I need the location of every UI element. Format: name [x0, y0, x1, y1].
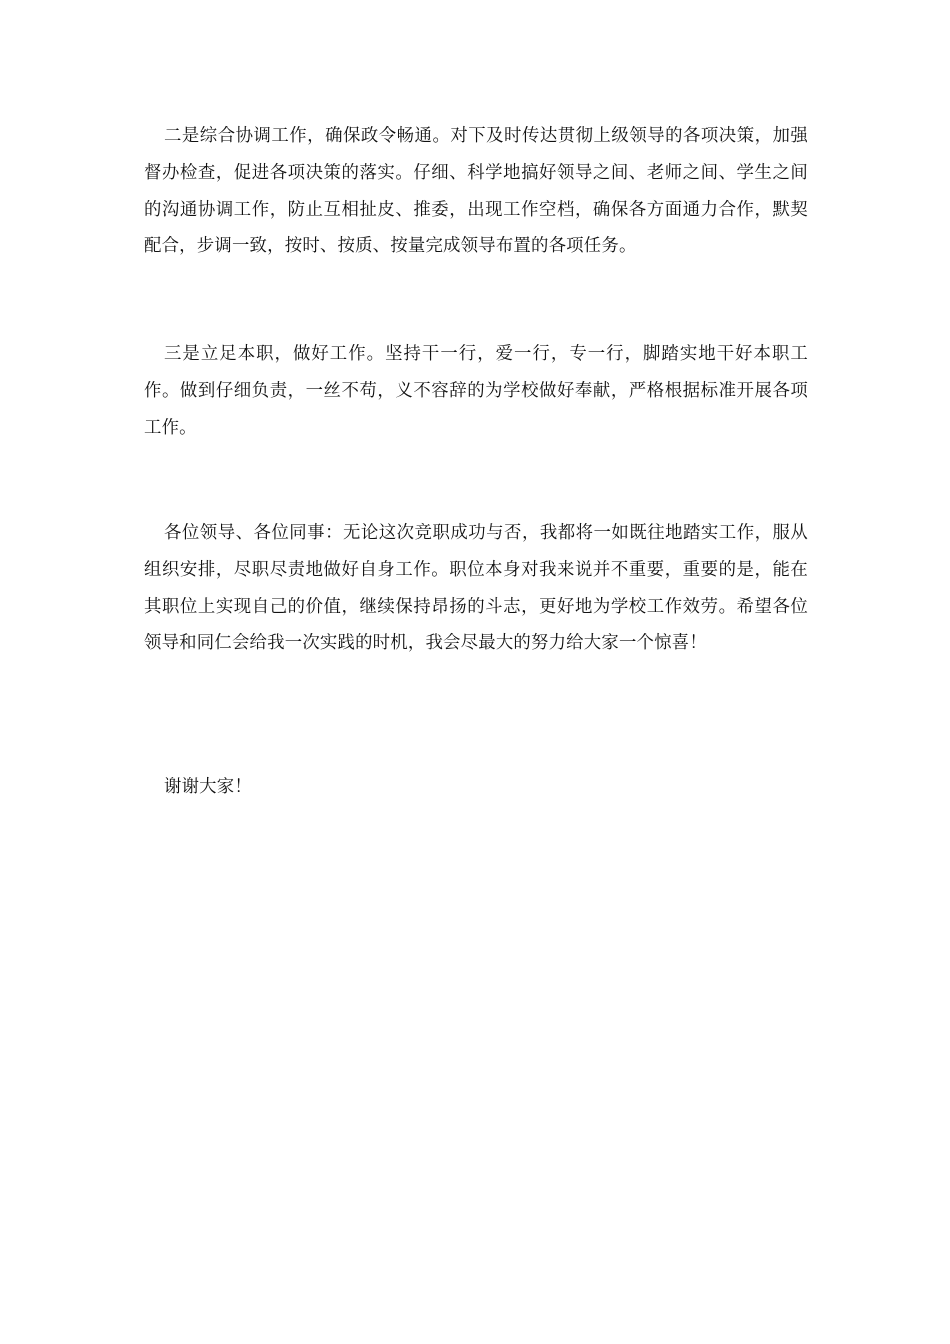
paragraph-thanks: 谢谢大家！	[164, 777, 252, 797]
paragraph-closing-statement: 各位领导、各位同事：无论这次竞职成功与否，我都将一如既往地踏实工作，服从组织安排，尽职尽责地做好自身工作。职位本身对我来说并不重要，重要的是，能在其职位上实现自己的价值，继续保持昂扬的斗志，更好地为学校工作效劳。希望各位领导和同仁会给我一次实践的时机，我会尽最大的努力给大家一个惊喜！	[144, 523, 808, 654]
paragraph-job-duty: 三是立足本职，做好工作。坚持干一行，爱一行，专一行，脚踏实地干好本职工作。做到仔细负责，一丝不苟，义不容辞的为学校做好奉献，严格根据标准开展各项工作。	[144, 344, 808, 438]
paragraph-coordination: 二是综合协调工作，确保政令畅通。对下及时传达贯彻上级领导的各项决策，加强督办检查，促进各项决策的落实。仔细、科学地搞好领导之间、老师之间、学生之间的沟通协调工作，防止互相扯皮、推委，出现工作空档，确保各方面通力合作，默契配合，步调一致，按时、按质、按量完成领导布置的各项任务。	[144, 126, 808, 257]
